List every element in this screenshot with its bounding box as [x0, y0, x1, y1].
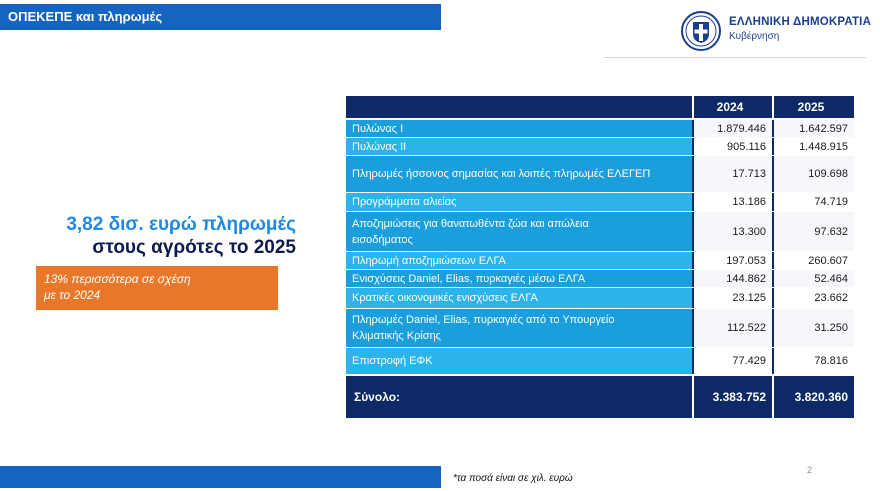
- footer-bar: [0, 466, 441, 488]
- row-label: Πυλώνας Ι: [346, 120, 692, 137]
- greek-coat-of-arms-icon: [680, 10, 722, 52]
- table-row: [346, 138, 854, 155]
- table-row: [346, 120, 854, 137]
- row-value-2024: 13.186: [692, 193, 772, 211]
- headline-line-2: στους αγρότες το 2025: [92, 237, 296, 258]
- table-row: [346, 156, 854, 192]
- table-row: [346, 288, 854, 308]
- row-value-2025: 52.464: [772, 270, 854, 287]
- total-value-2024: 3.383.752: [692, 376, 772, 418]
- row-label: Επιστροφή ΕΦΚ: [346, 348, 692, 374]
- table-header-2024: 2024: [692, 96, 772, 118]
- row-value-2024: 197.053: [692, 252, 772, 269]
- row-value-2025: 31.250: [772, 309, 854, 347]
- row-value-2025: 97.632: [772, 212, 854, 251]
- table-header-row: [346, 96, 854, 118]
- row-value-2024: 112.522: [692, 309, 772, 347]
- table-row: [346, 348, 854, 374]
- table-row: [346, 212, 854, 251]
- row-value-2024: 1.879.446: [692, 120, 772, 137]
- table-header-2025: 2025: [772, 96, 854, 118]
- row-value-2025: 23.662: [772, 288, 854, 308]
- slide-title-bar: [0, 4, 441, 30]
- comparison-note-line-2: με το 2024: [44, 288, 101, 302]
- total-label: Σύνολο:: [346, 376, 692, 418]
- table-row: [346, 193, 854, 211]
- total-value-2025: 3.820.360: [772, 376, 854, 418]
- row-value-2025: 78.816: [772, 348, 854, 374]
- row-label: Πληρωμές ήσσονος σημασίας και λοιπές πληρωμές ΕΛΕΓΕΠ: [346, 156, 692, 192]
- currency-footnote: *τα ποσά είναι σε χιλ. ευρώ: [453, 473, 573, 484]
- comparison-note-line-1: 13% περισσότερα σε σχέση: [44, 272, 191, 286]
- row-value-2024: 13.300: [692, 212, 772, 251]
- row-value-2024: 23.125: [692, 288, 772, 308]
- row-value-2025: 74.719: [772, 193, 854, 211]
- row-value-2025: 1.642.597: [772, 120, 854, 137]
- payments-table: [346, 96, 854, 418]
- row-label: Προγράμματα αλιείας: [346, 193, 692, 211]
- row-value-2024: 17.713: [692, 156, 772, 192]
- table-row: [346, 252, 854, 269]
- row-label: Πληρωμές Daniel, Elias, πυρκαγιές από το Υπουργείο Κλιματικής Κρίσης: [346, 309, 692, 347]
- table-row: [346, 270, 854, 287]
- header-divider: [604, 57, 866, 58]
- table-row: [346, 309, 854, 347]
- page-number: 2: [807, 465, 813, 475]
- row-value-2024: 905.116: [692, 138, 772, 155]
- row-label: Πυλώνας ΙΙ: [346, 138, 692, 155]
- government-subtitle: Κυβέρνηση: [729, 31, 780, 42]
- comparison-note: [36, 266, 278, 310]
- row-value-2025: 1.448.915: [772, 138, 854, 155]
- row-value-2024: 77.429: [692, 348, 772, 374]
- row-label: Ενισχύσεις Daniel, Elias, πυρκαγιές μέσω ΕΛΓΑ: [346, 270, 692, 287]
- headline: [36, 213, 296, 259]
- slide-title: ΟΠΕΚΕΠΕ και πληρωμές: [8, 9, 163, 24]
- headline-line-1: 3,82 δισ. ευρώ πληρωμές: [66, 214, 296, 235]
- row-value-2025: 260.607: [772, 252, 854, 269]
- row-value-2024: 144.862: [692, 270, 772, 287]
- table-header-label: [346, 96, 692, 118]
- row-label: Πληρωμή αποζημιώσεων ΕΛΓΑ: [346, 252, 692, 269]
- row-value-2025: 109.698: [772, 156, 854, 192]
- row-label: Κρατικές οικονομικές ενισχύσεις ΕΛΓΑ: [346, 288, 692, 308]
- row-label: Αποζημιώσεις για θανατωθέντα ζώα και απώλεια εισοδήματος: [346, 212, 692, 251]
- table-total-row: [346, 376, 854, 418]
- government-title: ΕΛΛΗΝΙΚΗ ΔΗΜΟΚΡΑΤΙΑ: [729, 16, 872, 28]
